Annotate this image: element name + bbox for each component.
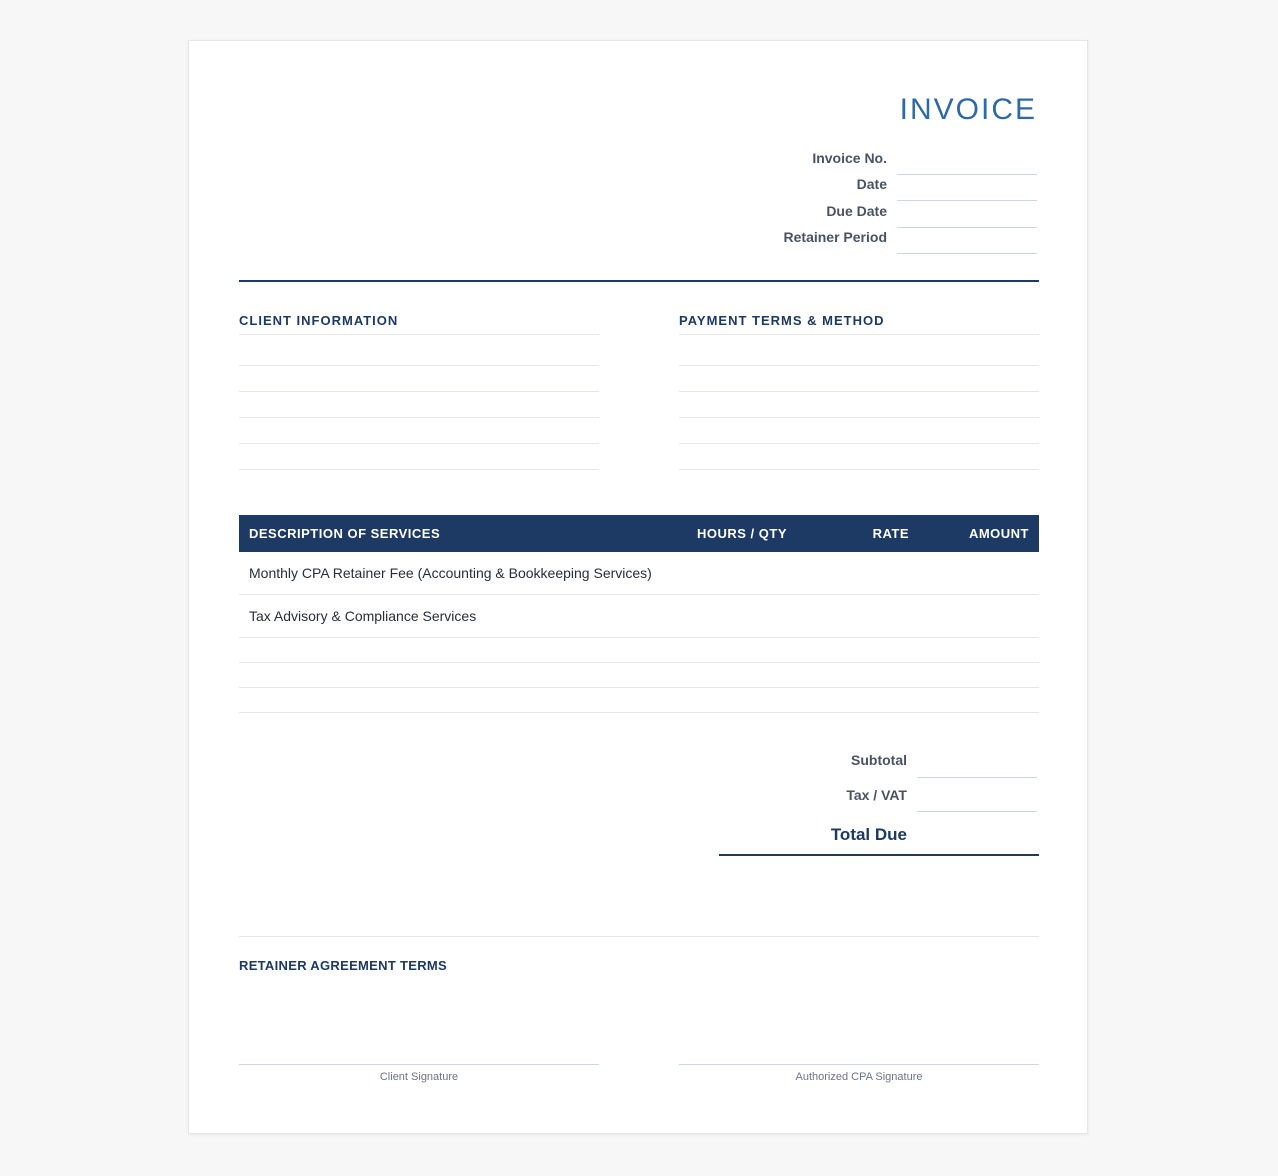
client-line	[239, 417, 599, 418]
client-info-lines[interactable]	[239, 334, 599, 474]
invoice-title: INVOICE	[899, 93, 1037, 126]
table-row[interactable]	[239, 595, 1039, 638]
tax-field[interactable]	[917, 786, 1037, 812]
client-line	[239, 469, 599, 470]
col-hours-header: HOURS / QTY	[697, 526, 788, 541]
payment-line	[679, 417, 1039, 418]
cpa-signature-label: Authorized CPA Signature	[795, 1071, 923, 1083]
meta-retainer-period	[697, 224, 1037, 250]
services-table-header	[239, 515, 1039, 552]
client-line	[239, 365, 599, 366]
col-rate-header: RATE	[872, 526, 909, 541]
payment-line	[679, 469, 1039, 470]
meta-label: Retainer Period	[783, 229, 887, 245]
meta-label: Invoice No.	[812, 150, 887, 166]
table-row[interactable]	[239, 552, 1039, 595]
meta-label: Due Date	[826, 203, 887, 219]
total-due-label: Total Due	[830, 825, 907, 844]
client-signature-line[interactable]	[239, 1064, 599, 1065]
meta-invoice-no	[697, 145, 1037, 171]
divider	[239, 334, 599, 335]
header-divider	[239, 280, 1039, 282]
meta-due-date	[697, 198, 1037, 224]
table-row[interactable]	[239, 688, 1039, 713]
col-amount-header: AMOUNT	[968, 526, 1029, 541]
payment-line	[679, 443, 1039, 444]
retainer-terms-heading: RETAINER AGREEMENT TERMS	[239, 958, 447, 973]
col-description-header: DESCRIPTION OF SERVICES	[249, 526, 441, 541]
payment-line	[679, 365, 1039, 366]
service-description: Monthly CPA Retainer Fee (Accounting & Bookkeeping Services)	[249, 565, 652, 581]
service-description: Tax Advisory & Compliance Services	[249, 608, 477, 624]
client-line	[239, 391, 599, 392]
retainer-period-field[interactable]	[897, 228, 1037, 254]
payment-terms-lines[interactable]	[679, 334, 1039, 474]
divider	[679, 334, 1039, 335]
cpa-signature-line[interactable]	[679, 1064, 1039, 1065]
payment-terms-heading: PAYMENT TERMS & METHOD	[679, 313, 885, 328]
tax-label: Tax / VAT	[846, 787, 907, 803]
total-due-line[interactable]	[719, 854, 1039, 856]
invoice-page	[188, 40, 1088, 1134]
client-signature-label: Client Signature	[379, 1071, 459, 1083]
client-info-heading: CLIENT INFORMATION	[239, 313, 399, 328]
table-row[interactable]	[239, 663, 1039, 688]
meta-label: Date	[856, 176, 887, 192]
subtotal-field[interactable]	[917, 752, 1037, 778]
table-row[interactable]	[239, 638, 1039, 663]
subtotal-label: Subtotal	[851, 752, 907, 768]
terms-divider	[239, 936, 1039, 937]
client-line	[239, 443, 599, 444]
meta-date	[697, 171, 1037, 197]
payment-line	[679, 391, 1039, 392]
